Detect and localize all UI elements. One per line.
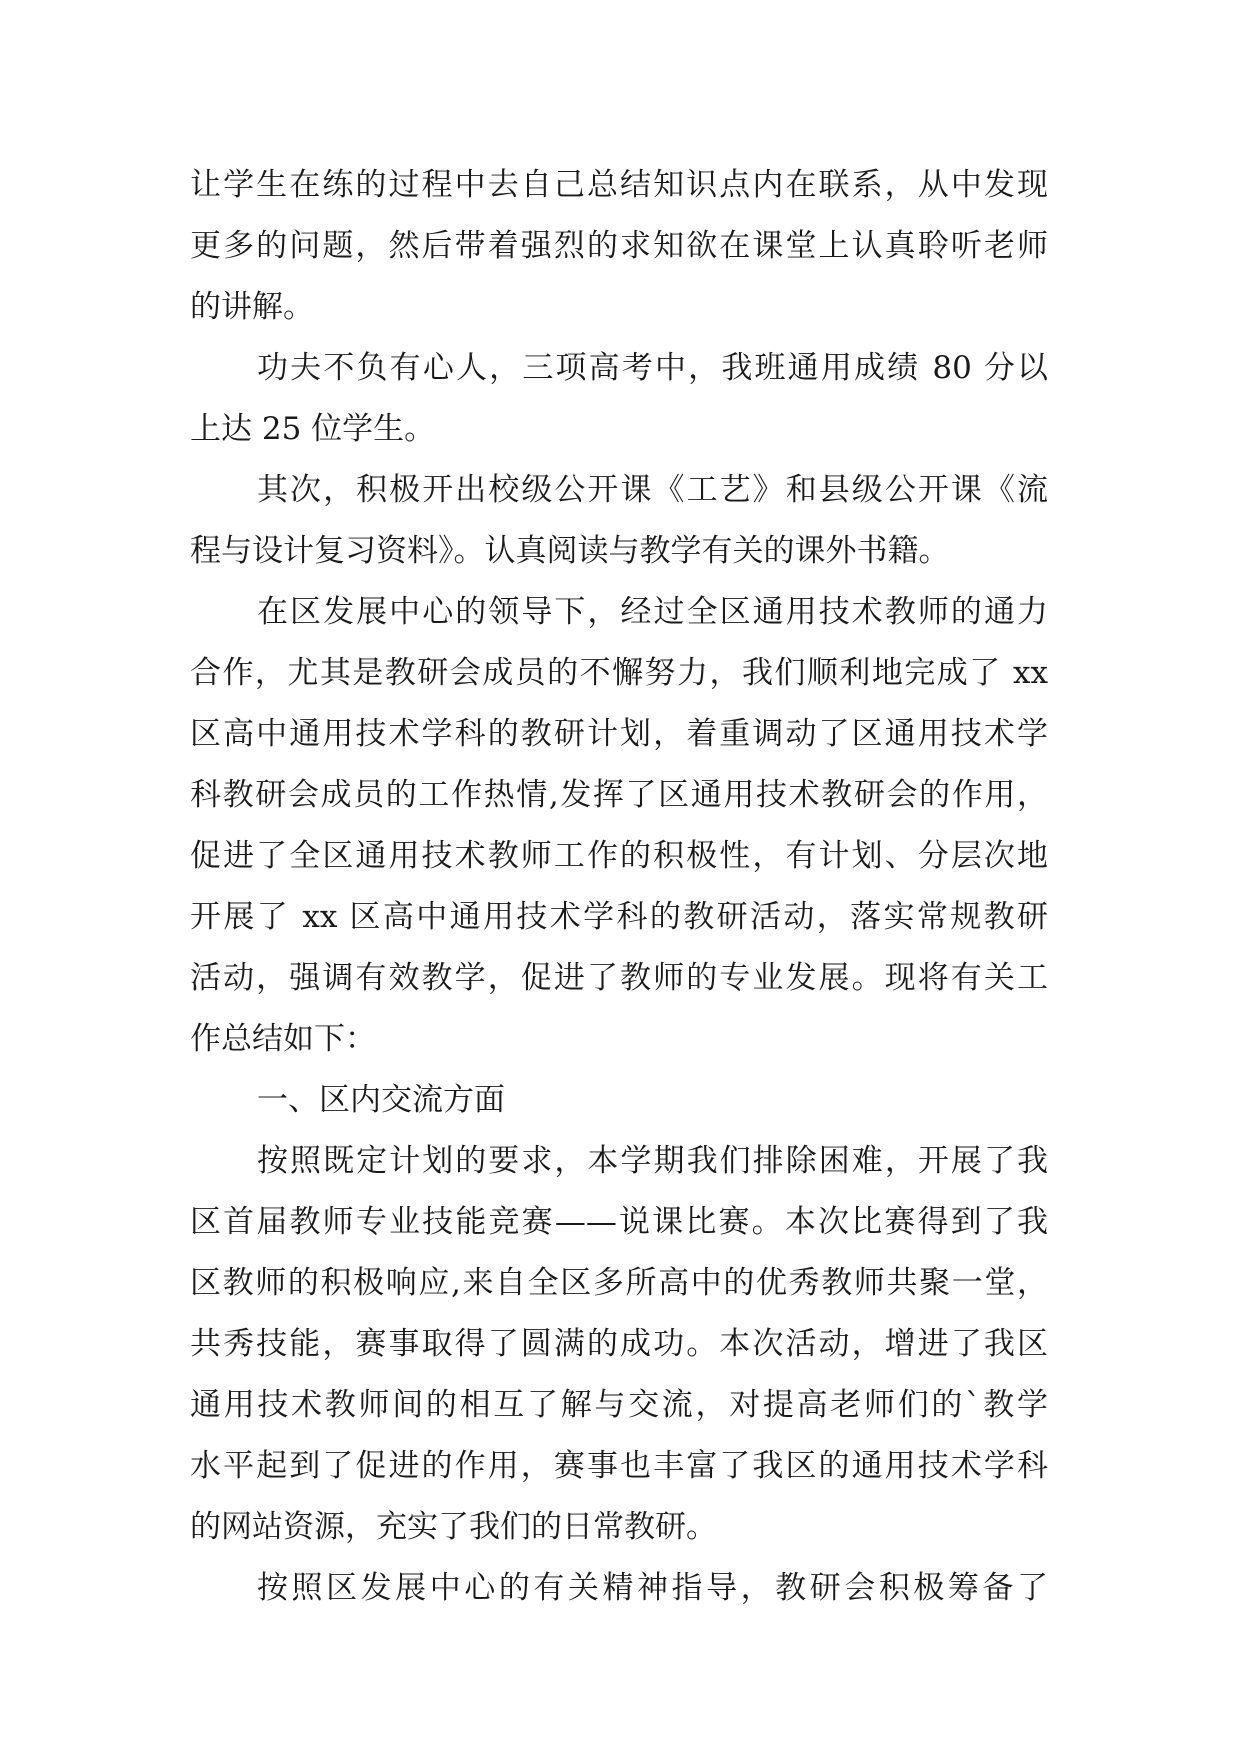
text-line: 的网站资源，充实了我们的日常教研。	[190, 1509, 717, 1545]
text-line: 作总结如下：	[190, 1021, 376, 1057]
paragraph-first-line: 按照区发展中心的有关精神指导，教研会积极筹备了	[257, 1570, 1048, 1606]
paragraph-first-line: 其次，积极开出校级公开课《工艺》和县级公开课《流	[257, 472, 1048, 508]
text-line: 水平起到了促进的作用，赛事也丰富了我区的通用技术学科	[190, 1448, 1048, 1484]
text-line: 开展了 xx 区高中通用技术学科的教研活动，落实常规教研	[190, 899, 1048, 935]
paragraph-first-line: 按照既定计划的要求，本学期我们排除困难，开展了我	[257, 1143, 1048, 1179]
text-line: 促进了全区通用技术教师工作的积极性，有计划、分层次地	[190, 838, 1048, 874]
text-line: 上达 25 位学生。	[190, 411, 436, 447]
text-line: 区教师的积极响应,来自全区多所高中的优秀教师共聚一堂，	[190, 1265, 1048, 1301]
paragraph-first-line: 功夫不负有心人，三项高考中，我班通用成绩 80 分以	[257, 350, 1048, 386]
text-line: 的讲解。	[190, 289, 314, 325]
text-line: 区首届教师专业技能竞赛——说课比赛。本次比赛得到了我	[190, 1204, 1048, 1240]
section-heading: 一、区内交流方面	[257, 1082, 505, 1118]
text-line: 让学生在练的过程中去自己总结知识点内在联系，从中发现	[190, 167, 1048, 203]
text-line: 共秀技能，赛事取得了圆满的成功。本次活动，增进了我区	[190, 1326, 1048, 1362]
text-line: 通用技术教师间的相互了解与交流，对提高老师们的`教学	[190, 1387, 1048, 1423]
text-line: 程与设计复习资料》。认真阅读与教学有关的课外书籍。	[190, 533, 950, 569]
text-line: 合作，尤其是教研会成员的不懈努力，我们顺利地完成了 xx	[190, 655, 1048, 691]
text-line: 活动，强调有效教学，促进了教师的专业发展。现将有关工	[190, 960, 1048, 996]
paragraph-first-line: 在区发展中心的领导下，经过全区通用技术教师的通力	[257, 594, 1048, 630]
text-line: 区高中通用技术学科的教研计划，着重调动了区通用技术学	[190, 716, 1048, 752]
text-line: 科教研会成员的工作热情,发挥了区通用技术教研会的作用，	[190, 777, 1048, 813]
text-line: 更多的问题，然后带着强烈的求知欲在课堂上认真聆听老师	[190, 228, 1048, 264]
